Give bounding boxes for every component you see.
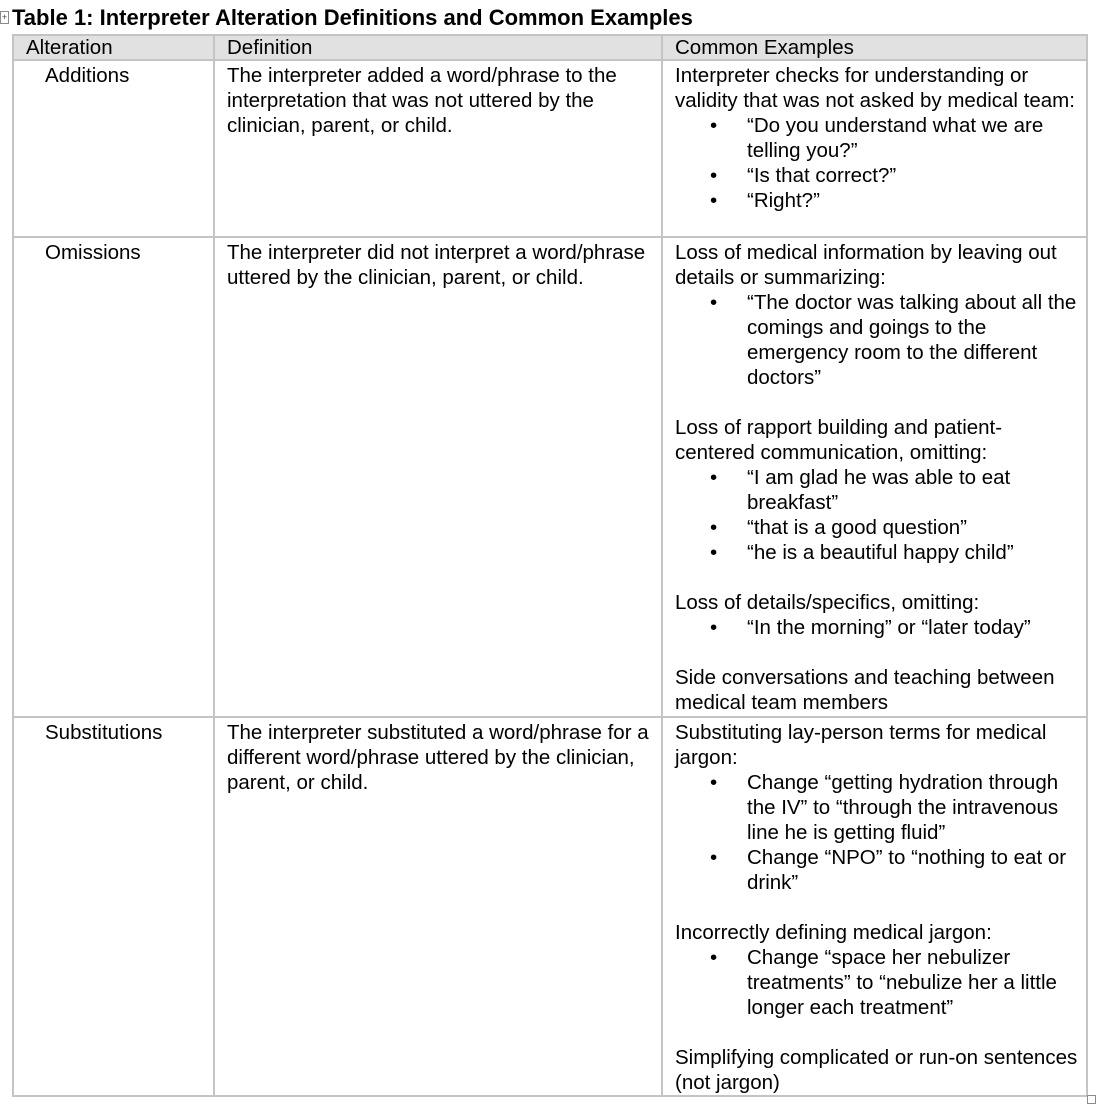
example-intro: Substituting lay-person terms for medical jargon: (675, 721, 1047, 769)
header-alteration: Alteration (13, 35, 214, 60)
example-bullet: • “Right?” (747, 188, 1078, 213)
example-intro: Loss of rapport building and patient-centered communication, omitting: (675, 416, 1003, 464)
example-list (675, 945, 1078, 1020)
table-row-omissions (13, 237, 1087, 717)
alteration-cell: Omissions (13, 237, 214, 717)
example-bullet: • “I am glad he was able to eat breakfast” (747, 465, 1078, 515)
table-header-row (13, 35, 1087, 60)
definition-cell: The interpreter substituted a word/phrase for a different word/phrase uttered by the clinician, parent, or child. (214, 717, 662, 1096)
example-bullet: • Change “getting hydration through the IV” to “through the intravenous line he is getting fluid” (747, 770, 1078, 845)
example-list (675, 770, 1078, 895)
alteration-cell: Substitutions (13, 717, 214, 1096)
example-bullet: • “that is a good question” (747, 515, 1078, 540)
example-list (675, 290, 1078, 390)
example-bullet: • Change “space her nebulizer treatments” to “nebulize her a little longer each treatment” (747, 945, 1078, 1020)
example-list (675, 465, 1078, 565)
examples-cell (662, 237, 1087, 717)
header-common-examples: Common Examples (662, 35, 1087, 60)
example-intro: Loss of medical information by leaving out details or summarizing: (675, 241, 1057, 289)
alterations-table (12, 34, 1088, 1097)
example-list (675, 615, 1078, 640)
table-caption: Table 1: Interpreter Alteration Definitions and Common Examples (12, 5, 693, 30)
example-intro: Incorrectly defining medical jargon: (675, 921, 992, 944)
table-resize-handle-icon[interactable] (1087, 1095, 1096, 1104)
example-bullet: • “In the morning” or “later today” (747, 615, 1078, 640)
examples-cell (662, 60, 1087, 237)
definition-cell: The interpreter added a word/phrase to the interpretation that was not uttered by the clinician, parent, or child. (214, 60, 662, 237)
example-intro: Loss of details/specifics, omitting: (675, 591, 980, 614)
header-definition: Definition (214, 35, 662, 60)
table-row-substitutions (13, 717, 1087, 1096)
example-bullet: • “The doctor was talking about all the comings and goings to the emergency room to the different doctors” (747, 290, 1078, 390)
table-row-additions (13, 60, 1087, 237)
definition-cell: The interpreter did not interpret a word/phrase uttered by the clinician, parent, or child. (214, 237, 662, 717)
example-list (675, 113, 1078, 213)
example-bullet: • “he is a beautiful happy child” (747, 540, 1078, 565)
example-bullet: • Change “NPO” to “nothing to eat or drink” (747, 845, 1078, 895)
alteration-cell: Additions (13, 60, 214, 237)
example-intro: Interpreter checks for understanding or validity that was not asked by medical team: (675, 64, 1075, 112)
example-intro: Side conversations and teaching between medical team members (675, 666, 1055, 714)
examples-cell (662, 717, 1087, 1096)
table-move-handle-icon[interactable]: + (1, 12, 8, 22)
example-intro: Simplifying complicated or run-on sentences (not jargon) (675, 1046, 1078, 1094)
example-bullet: • “Do you understand what we are telling you?” (747, 113, 1078, 163)
example-bullet: • “Is that correct?” (747, 163, 1078, 188)
